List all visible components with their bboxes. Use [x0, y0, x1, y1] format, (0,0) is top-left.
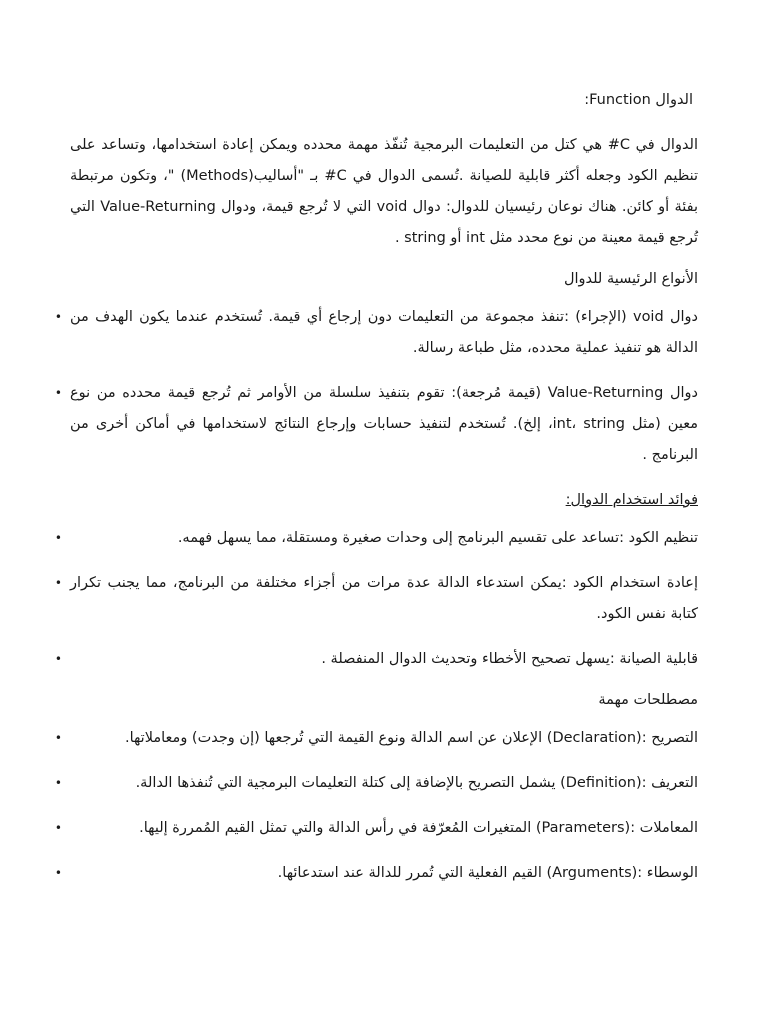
intro-paragraph: الدوال في C# هي كتل من التعليمات البرمجية تُنفّذ مهمة محدده ويمكن إعادة استخدامها، وتساعد على تنظيم الكود وجعله أكثر قابلية للصيانة .تُسمى الدوال في C# بـ "أساليب(Methods) "، وتكون مرتبطة بفئة أو كائن. هناك نوعان رئيسيان للدوال: دوال void التي لا تُرجع قيمة، ودوال Value-Returning التي تُرجع قيمة معينة من نوع محدد مثل int أو string .	[70, 137, 699, 246]
terms-list	[54, 723, 698, 889]
list-item	[54, 568, 698, 630]
list-item-text: المعاملات :(Parameters) المتغيرات المُعرّفة في رأس الدالة والتي تمثل القيم المُمررة إليها.	[139, 820, 698, 836]
terms-heading: مصطلحات مهمة	[598, 692, 698, 708]
benefits-heading	[70, 485, 698, 515]
section-title: الدوال Function:	[584, 92, 693, 108]
types-heading: الأنواع الرئيسية للدوال	[563, 271, 698, 287]
list-item-text: التصريح :(Declaration) الإعلان عن اسم الدالة ونوع القيمة التي تُرجعها (إن وجدت) ومعاملاتها.	[124, 730, 698, 746]
list-item	[54, 813, 698, 844]
list-item-text: إعادة استخدام الكود :يمكن استدعاء الدالة عدة مرات من أجزاء مختلفة من البرنامج، مما يجنب تكرار كتابة نفس الكود.	[70, 575, 698, 622]
bullet-icon: •	[54, 731, 62, 745]
list-item-text: التعريف :(Definition) يشمل التصريح بالإضافة إلى كتلة التعليمات البرمجية التي تُنفذها الدالة.	[135, 775, 698, 791]
benefits-list	[54, 523, 698, 675]
bullet-icon: •	[54, 386, 62, 400]
list-item	[54, 378, 698, 471]
bullet-icon: •	[54, 652, 62, 666]
list-item	[54, 723, 698, 754]
bullet-icon: •	[54, 821, 62, 835]
list-item	[54, 644, 698, 675]
list-item-text: تنظيم الكود :تساعد على تقسيم البرنامج إلى وحدات صغيرة ومستقلة، مما يسهل فهمه.	[177, 530, 698, 546]
bullet-icon: •	[54, 866, 62, 880]
list-item	[54, 858, 698, 889]
bullet-icon: •	[54, 310, 62, 324]
benefits-heading-text: فوائد استخدام الدوال:	[565, 492, 698, 508]
list-item	[54, 523, 698, 554]
types-list	[54, 302, 698, 471]
list-item	[54, 768, 698, 799]
list-item	[54, 302, 698, 364]
list-item-text: دوال void (الإجراء) :تنفذ مجموعة من التعليمات دون إرجاع أي قيمة. تُستخدم عندما يكون الهدف من الدالة هو تنفيذ عملية محدده، مثل طباعة رسالة.	[70, 309, 698, 356]
bullet-icon: •	[54, 776, 62, 790]
bullet-icon: •	[54, 576, 62, 590]
list-item-text: دوال Value-Returning (قيمة مُرجعة): تقوم بتنفيذ سلسلة من الأوامر ثم تُرجع قيمة محدده من نوع معين (مثل int، string، إلخ). تُستخدم لتنفيذ حسابات وإرجاع النتائج لاستخدامها في أماكن أخرى من البرنامج .	[70, 385, 698, 463]
list-item-text: قابلية الصيانة :يسهل تصحيح الأخطاء وتحديث الدوال المنفصلة .	[321, 651, 698, 667]
list-item-text: الوسطاء :(Arguments) القيم الفعلية التي تُمرر للدالة عند استدعائها.	[277, 865, 698, 881]
bullet-icon: •	[54, 531, 62, 545]
